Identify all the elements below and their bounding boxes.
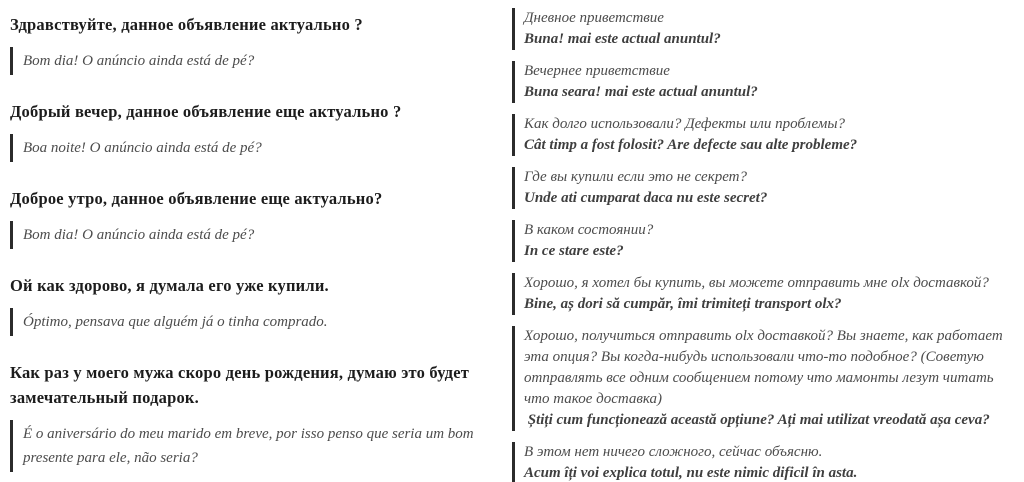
phrase-pair-quote [512,114,1016,156]
phrase-translation-line: Știți cum funcționează această opțiune? Ați mai utilizat vreodată așa ceva? [524,412,990,428]
phrase-translation-line: Buna seara! mai este actual anuntul? [524,84,758,100]
phrase-translation-quote: Boa noite! O anúncio ainda está de pé? [10,134,498,162]
phrase-source-line: Дневное приветствие [524,10,664,26]
phrase-translation-line: In ce stare este? [524,243,624,259]
phrase-heading: Добрый вечер, данное объявление еще актуально ? [10,102,402,121]
phrase-translation-quote: Bom dia! O anúncio ainda está de pé? [10,47,498,75]
phrase-heading: Как раз у моего мужа скоро день рождения, думаю это будет замечательный подарок. [10,363,470,407]
phrase-heading: Здравствуйте, данное объявление актуально ? [10,15,363,34]
phrase-translation-line: Bine, aș dori să cumpăr, îmi trimiteți transport olx? [524,296,842,312]
phrase-source-line: В этом нет ничего сложного, сейчас объясню. [524,444,823,460]
phrase-heading: Доброе утро, данное объявление еще актуально? [10,189,383,208]
phrase-pair-quote [512,8,1016,50]
phrase-translation-quote: Óptimo, pensava que alguém já o tinha comprado. [10,308,498,336]
phrase-translation-line: Buna! mai este actual anuntul? [524,31,721,47]
phrase-translation-line: Unde ati cumparat daca nu este secret? [524,190,768,206]
phrase-pair-quote [512,273,1016,315]
phrase-heading: Ой как здорово, я думала его уже купили. [10,276,329,295]
phrase-pair-quote [512,220,1016,262]
phrase-translation-line: Cât timp a fost folosit? Are defecte sau alte probleme? [524,137,858,153]
phrase-pair-quote [512,442,1016,482]
phrase-pair-quote [512,167,1016,209]
phrase-source-line: Как долго использовали? Дефекты или проблемы? [524,116,845,132]
phrase-source-line: Хорошо, получиться отправить olx доставкой? Вы знаете, как работает эта опция? Вы когда-нибудь использовали что-то подобное? (Советую отправлять все одним сообщением потому что мамонты лезут читать что такое доставка) [524,328,1003,407]
phrase-source-line: Хорошо, я хотел бы купить, вы можете отправить мне olx доставкой? [524,275,989,291]
phrase-pair-quote [512,61,1016,103]
phrase-translation-quote: Bom dia! O anúncio ainda está de pé? [10,221,498,249]
phrase-translation-line: Acum îți voi explica totul, nu este nimic dificil în asta. [524,465,858,481]
phrase-source-line: Вечернее приветствие [524,63,670,79]
column-russian-romanian [512,0,1024,482]
phrase-translation-quote: É o aniversário do meu marido em breve, por isso penso que seria um bom presente para ele, não seria? [10,420,498,472]
phrase-source-line: В каком состоянии? [524,222,654,238]
phrase-pair-quote [512,326,1016,431]
phrase-source-line: Где вы купили если это не секрет? [524,169,748,185]
